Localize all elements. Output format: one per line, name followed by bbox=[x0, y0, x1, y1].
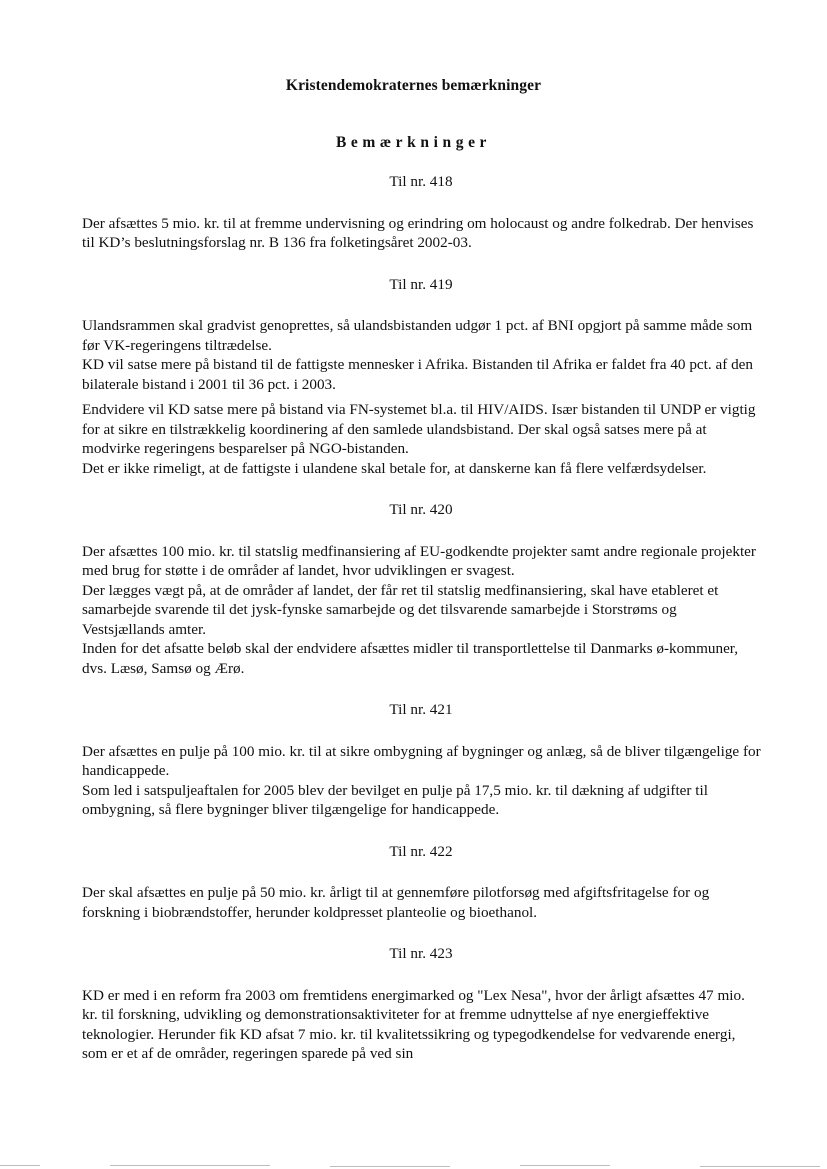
item-number: Til nr. 422 bbox=[389, 842, 453, 860]
item-paragraph: Der afsættes 5 mio. kr. til at fremme undervisning og erindring om holocaust og andre folkedrab. Der henvises til KD’s beslutningsforslag nr. B 136 fra folketingsåret 2002-03. bbox=[82, 214, 754, 251]
item-number: Til nr. 418 bbox=[389, 173, 453, 190]
item-419 bbox=[82, 275, 762, 479]
item-420 bbox=[82, 500, 762, 678]
item-number: Til nr. 421 bbox=[389, 701, 453, 718]
item-paragraph: Endvidere vil KD satse mere på bistand via FN-systemet bl.a. til HIV/AIDS. Især bistanden til UNDP er vigtig for at sikre en tilstrækkelig koordinering af den samlede ulandsbistand. Der skal også satses mere på at modvirke regeringens besparelser på NGO-bistanden. Det er ikke rimeligt, at de fattigste i ulandene skal betale for, at danskerne kan få flere velfærdsydelser. bbox=[82, 401, 756, 477]
item-number: Til nr. 419 bbox=[389, 275, 453, 293]
item-paragraph: Der afsættes 100 mio. kr. til statslig medfinansiering af EU-godkendte projekter samt andre regionale projekter med brug for støtte i de områder af landet, hvor udviklingen er svagest. Der lægges vægt på, at de områder af landet, der får ret til statslig medfinansiering, skal have etableret et samarbejde svarende til det jysk-fynske samarbejde og det tilsvarende samarbejde i Storstrøms og Vestsjællands amter. Inden for det afsatte beløb skal der endvidere afsættes midler til transportlettelse til Danmarks ø-kommuner, dvs. Læsø, Samsø og Ærø. bbox=[82, 542, 756, 677]
item-paragraph: KD er med i en reform fra 2003 om fremtidens energimarked og "Lex Nesa", hvor der årligt afsættes 47 mio. kr. til forskning, udvikling og demonstrationsaktiviteter for at fremme udnyttelse af nye energieffektive teknologier. Herunder fik KD afsat 7 mio. kr. til kvalitetssikring og typegodkendelse for vedvarende energi, som er et af de områder, regeringen sparede på ved sin bbox=[82, 986, 745, 1062]
item-418 bbox=[82, 172, 762, 253]
item-number: Til nr. 423 bbox=[389, 945, 453, 962]
item-423 bbox=[82, 944, 762, 1064]
document-title: Kristendemokraternes bemærkninger bbox=[285, 77, 542, 94]
scan-edge-artifact bbox=[0, 1165, 827, 1167]
item-paragraph: Der afsættes en pulje på 100 mio. kr. til at sikre ombygning af bygninger og anlæg, så de bliver tilgængelige for handicappede. Som led i satspuljeaftalen for 2005 blev der bevilget en pulje på 17,5 mio. kr. til dækning af udgifter til ombygning, så flere bygninger bliver tilgængelige for handicappede. bbox=[82, 742, 761, 818]
item-number: Til nr. 420 bbox=[389, 501, 453, 518]
document-body bbox=[82, 172, 762, 1086]
item-paragraph: Der skal afsættes en pulje på 50 mio. kr. årligt til at gennemføre pilotforsøg med afgiftsfritagelse for og forskning i biobrændstoffer, herunder koldpresset planteolie og bioethanol. bbox=[82, 884, 710, 921]
section-heading: Bemærkninger bbox=[335, 134, 492, 151]
item-422 bbox=[82, 842, 762, 923]
item-421 bbox=[82, 700, 762, 820]
item-paragraph: Ulandsrammen skal gradvist genoprettes, så ulandsbistanden udgør 1 pct. af BNI opgjort på samme måde som før VK-regeringens tiltrædelse. KD vil satse mere på bistand til de fattigste mennesker i Afrika. Bistanden til Afrika er faldet fra 40 pct. af den bilaterale bistand i 2001 til 36 pct. i 2003. bbox=[82, 317, 753, 393]
